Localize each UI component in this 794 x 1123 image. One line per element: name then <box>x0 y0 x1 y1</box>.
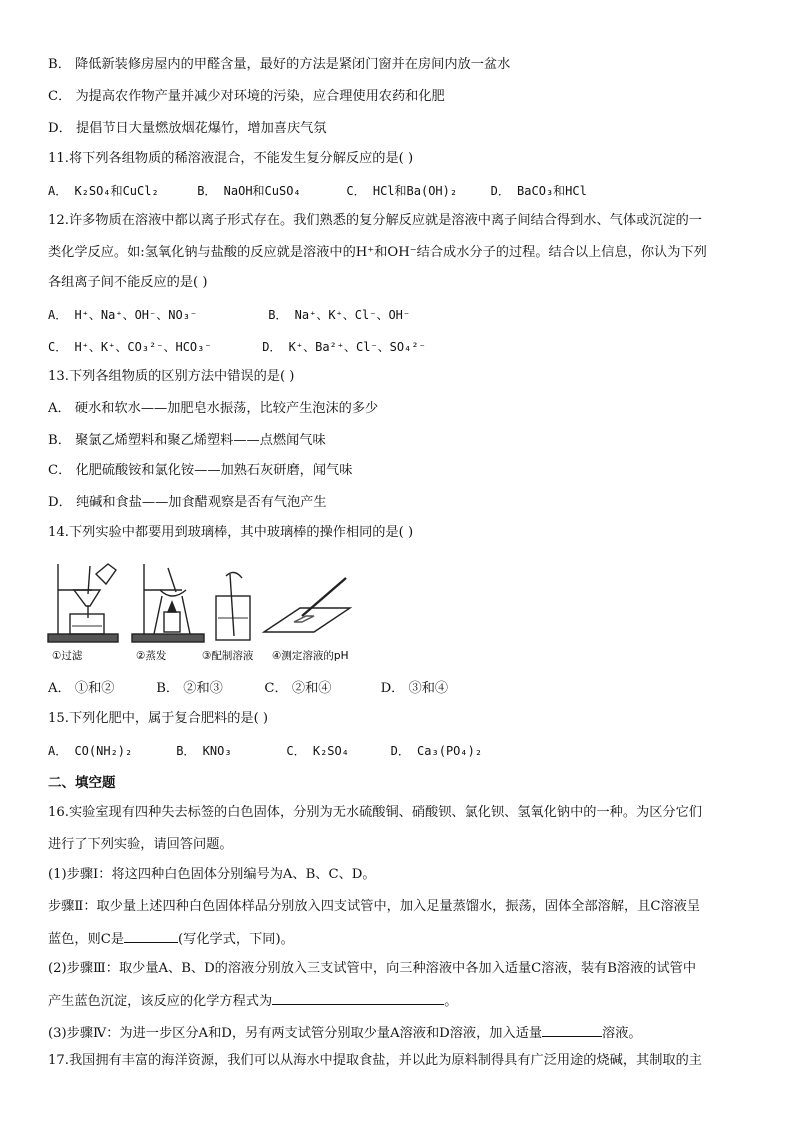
evaporation-apparatus-icon <box>132 564 204 642</box>
q14-option-a: A． ①和② <box>48 681 115 696</box>
q12-option-a: A． H⁺、Na⁺、OH⁻、NO₃⁻ <box>48 308 198 322</box>
q16-step1: (1)步骤Ⅰ：将这四种白色固体分别编号为A、B、C、D。 <box>48 867 376 882</box>
q16-step4 <box>48 1022 642 1043</box>
answer-blank-1[interactable] <box>124 928 178 943</box>
q12-option-d: D． K⁺、Ba²⁺、Cl⁻、SO₄²⁻ <box>262 340 426 354</box>
q13-option-d: D． 纯碱和食盐——加食醋观察是否有气泡产生 <box>48 495 327 510</box>
q16-step4-text: (3)步骤Ⅳ：为进一步区分A和D，另有两支试管分别取少量A溶液和D溶液，加入适量 <box>48 1026 543 1041</box>
q11-option-c: C． HCl和Ba(OH)₂ <box>346 184 458 198</box>
q12-stem-line2: 类化学反应。如:氢氧化钠与盐酸的反应就是溶液中的H⁺和OH⁻结合成水分子的过程。结合以上信息，你认为下列 <box>48 245 707 260</box>
q12-options-row2 <box>48 338 426 357</box>
answer-blank-3[interactable] <box>542 1022 602 1037</box>
q10-option-b: B． 降低新装修房屋内的甲醛含量，最好的方法是紧闭门窗并在房间内放一盆水 <box>48 57 511 72</box>
q11-option-a: A． K₂SO₄和CuCl₂ <box>48 184 159 198</box>
q15-option-d: D． Ca₃(PO₄)₂ <box>390 744 483 758</box>
q11-option-d: D． BaCO₃和HCl <box>490 184 587 198</box>
q14-option-c: C． ②和④ <box>264 681 332 696</box>
q14-options <box>48 680 448 698</box>
lab-apparatus-figure <box>44 556 364 668</box>
q15-stem: 15.下列化肥中，属于复合肥料的是( ) <box>48 711 269 726</box>
figure-label-2: ②蒸发 <box>136 650 167 662</box>
q15-options <box>48 742 482 761</box>
q12-option-b: B． Na⁺、K⁺、Cl⁻、OH⁻ <box>268 308 411 322</box>
q12-options-row1 <box>48 306 410 325</box>
q16-step4-suffix: 溶液。 <box>602 1026 642 1041</box>
q16-step3-line1: (2)步骤Ⅲ：取少量A、B、D的溶液分别放入三支试管中，向三种溶液中各加入适量C溶液，装有B溶液的试管中 <box>48 961 697 976</box>
q11-option-b: B． NaOH和CuSO₄ <box>197 184 301 198</box>
q16-step2-text: 蓝色，则C是 <box>48 932 125 947</box>
answer-blank-2[interactable] <box>272 990 444 1005</box>
q14-option-b: B． ②和③ <box>156 681 223 696</box>
q14-option-d: D． ③和④ <box>380 681 449 696</box>
ph-test-icon <box>264 578 350 632</box>
q16-stem-line2: 进行了下列实验，请回答问题。 <box>48 837 233 852</box>
section-title: 二、填空题 <box>48 775 116 791</box>
q15-option-c: C． K₂SO₄ <box>286 744 349 758</box>
q16-step2-line1: 步骤Ⅱ：取少量上述四种白色固体样品分别放入四支试管中，加入足量蒸馏水，振荡，固体全部溶解，且C溶液呈 <box>48 899 701 914</box>
q13-option-b: B． 聚氯乙烯塑料和聚乙烯塑料——点燃闻气味 <box>48 433 326 448</box>
q13-option-a: A． 硬水和软水——加肥皂水振荡，比较产生泡沫的多少 <box>48 401 379 416</box>
q15-option-a: A． CO(NH₂)₂ <box>48 744 133 758</box>
filtration-apparatus-icon <box>48 564 118 642</box>
q16-step3-line2 <box>48 990 457 1011</box>
figure-label-1: ①过滤 <box>52 650 83 662</box>
figure-label-3: ③配制溶液 <box>202 650 254 662</box>
q16-step2-suffix: (写化学式，下同)。 <box>178 932 294 947</box>
q13-option-c: C． 化肥硫酸铵和氯化铵——加熟石灰研磨，闻气味 <box>48 463 353 478</box>
q15-option-b: B． KNO₃ <box>176 744 232 758</box>
q12-option-c: C． H⁺、K⁺、CO₃²⁻、HCO₃⁻ <box>48 340 212 354</box>
q14-stem: 14.下列实验中都要用到玻璃棒，其中玻璃棒的操作相同的是( ) <box>48 525 414 540</box>
q16-step3-suffix: 。 <box>444 994 458 1009</box>
q10-option-c: C． 为提高农作物产量并减少对环境的污染，应合理使用农药和化肥 <box>48 89 445 104</box>
figure-label-4: ④测定溶液的pH <box>272 650 349 662</box>
q16-stem-line1: 16.实验室现有四种失去标签的白色固体，分别为无水硫酸铜、硝酸钡、氯化钡、氢氧化钠中的一种。为区分它们 <box>48 805 702 820</box>
q11-options <box>48 182 587 201</box>
q12-stem-line1: 12.许多物质在溶液中都以离子形式存在。我们熟悉的复分解反应就是溶液中离子间结合得到水、气体或沉淀的一 <box>48 213 702 228</box>
q16-step3-text: 产生蓝色沉淀，该反应的化学方程式为 <box>48 994 273 1009</box>
q13-stem: 13.下列各组物质的区别方法中错误的是( ) <box>48 369 295 384</box>
beaker-stirring-icon <box>216 572 250 640</box>
q11-stem: 11.将下列各组物质的稀溶液混合，不能发生复分解反应的是( ) <box>48 151 414 166</box>
q16-step2-line2 <box>48 928 294 949</box>
q12-stem-line3: 各组离子间不能反应的是( ) <box>48 275 208 290</box>
q10-option-d: D． 提倡节日大量燃放烟花爆竹，增加喜庆气氛 <box>48 121 327 136</box>
q17-stem-line1: 17.我国拥有丰富的海洋资源，我们可以从海水中提取食盐，并以此为原料制得具有广泛用途的烧碱，其制取的主 <box>48 1053 702 1068</box>
